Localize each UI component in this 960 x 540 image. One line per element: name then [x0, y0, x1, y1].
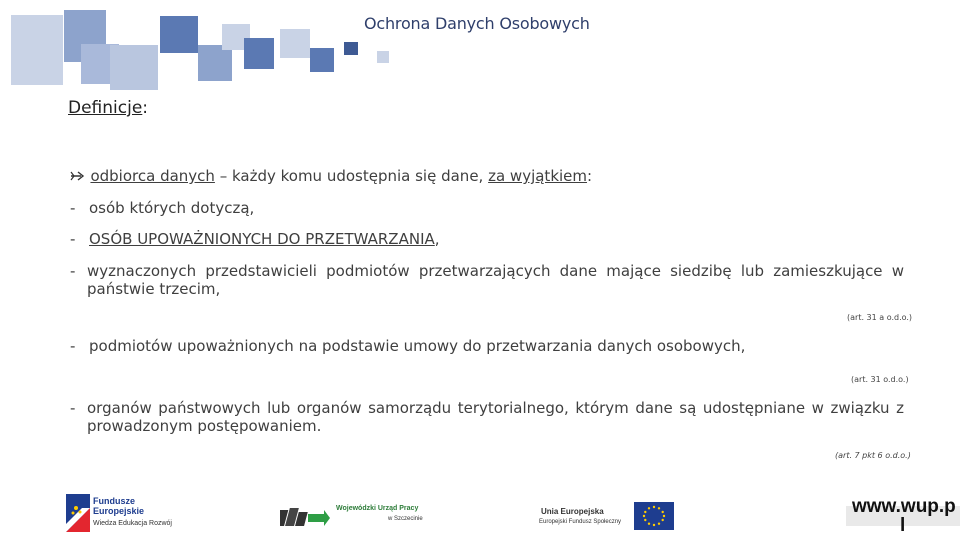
deco-square: [344, 42, 358, 55]
wup-logo-line2: w Szczecinie: [388, 516, 423, 522]
list-item-end: ,: [434, 230, 440, 248]
deco-square: [280, 29, 310, 58]
url-text: www.wup.p: [852, 496, 956, 517]
fe-logo-line3: Wiedza Edukacja Rozwój: [93, 520, 172, 527]
legal-reference: (art. 7 pkt 6 o.d.o.): [835, 451, 911, 460]
wup-logo-line1: Wojewódzki Urząd Pracy: [336, 505, 419, 512]
definition-text: – każdy komu udostępnia się dane,: [214, 167, 489, 185]
definition-term: odbiorca danych: [90, 167, 215, 185]
eu-flag-icon: [634, 502, 674, 530]
list-item: [70, 230, 440, 248]
ue-logo-line1: Unia Europejska: [541, 507, 604, 516]
list-item-text: OSÓB UPOWAŻNIONYCH DO PRZETWARZANIA: [89, 230, 435, 248]
fe-logo-line2: Europejskie: [93, 506, 145, 516]
website-url[interactable]: [846, 496, 960, 536]
url-text-wrap: l: [900, 515, 906, 536]
section-heading: [68, 98, 148, 118]
list-item-text: osób których dotyczą,: [89, 199, 255, 217]
wup-szczecin-logo: [280, 500, 430, 530]
page-title: Ochrona Danych Osobowych: [364, 14, 590, 33]
list-dash: -: [70, 262, 76, 280]
list-dash: -: [70, 199, 76, 217]
definition-line: [70, 167, 592, 185]
deco-square: [310, 48, 334, 72]
deco-square: [11, 15, 63, 85]
heading-colon: :: [142, 98, 149, 118]
deco-square: [110, 45, 158, 90]
heading-text: Definicje: [68, 98, 143, 118]
deco-square: [377, 51, 389, 63]
legal-reference: (art. 31 o.d.o.): [851, 375, 909, 384]
wup-emblem-icon: [280, 500, 330, 528]
legal-reference: (art. 31 a o.d.o.): [847, 313, 913, 322]
ue-logo-line2: Europejski Fundusz Społeczny: [539, 519, 622, 525]
list-item-text: podmiotów upoważnionych na podstawie umowy do przetwarzania danych osobowych,: [89, 337, 746, 355]
list-item: [70, 199, 254, 217]
list-item-text: organów państwowych lub organów samorządu terytorialnego, którym dane są udostępniane w związku z prowadzonym postępowaniem.: [87, 399, 904, 435]
list-dash: -: [70, 399, 76, 417]
list-dash: -: [70, 230, 76, 248]
deco-square: [244, 38, 274, 69]
deco-square: [160, 16, 198, 53]
list-item-text: wyznaczonych przedstawicieli podmiotów przetwarzających dane mające siedzibę lub zamieszkujące w państwie trzecim,: [87, 262, 904, 298]
unia-europejska-logo: [537, 502, 677, 532]
fe-emblem-icon: [66, 494, 90, 532]
definition-end: :: [587, 167, 593, 185]
definition-exception: za wyjątkiem: [488, 167, 588, 185]
arrow-bullet-icon: [70, 169, 90, 185]
list-dash: -: [70, 337, 76, 355]
fe-logo-line1: Fundusze: [93, 496, 135, 506]
deco-square: [198, 45, 232, 81]
fundusze-europejskie-logo: [66, 494, 176, 534]
list-item: [70, 337, 745, 355]
